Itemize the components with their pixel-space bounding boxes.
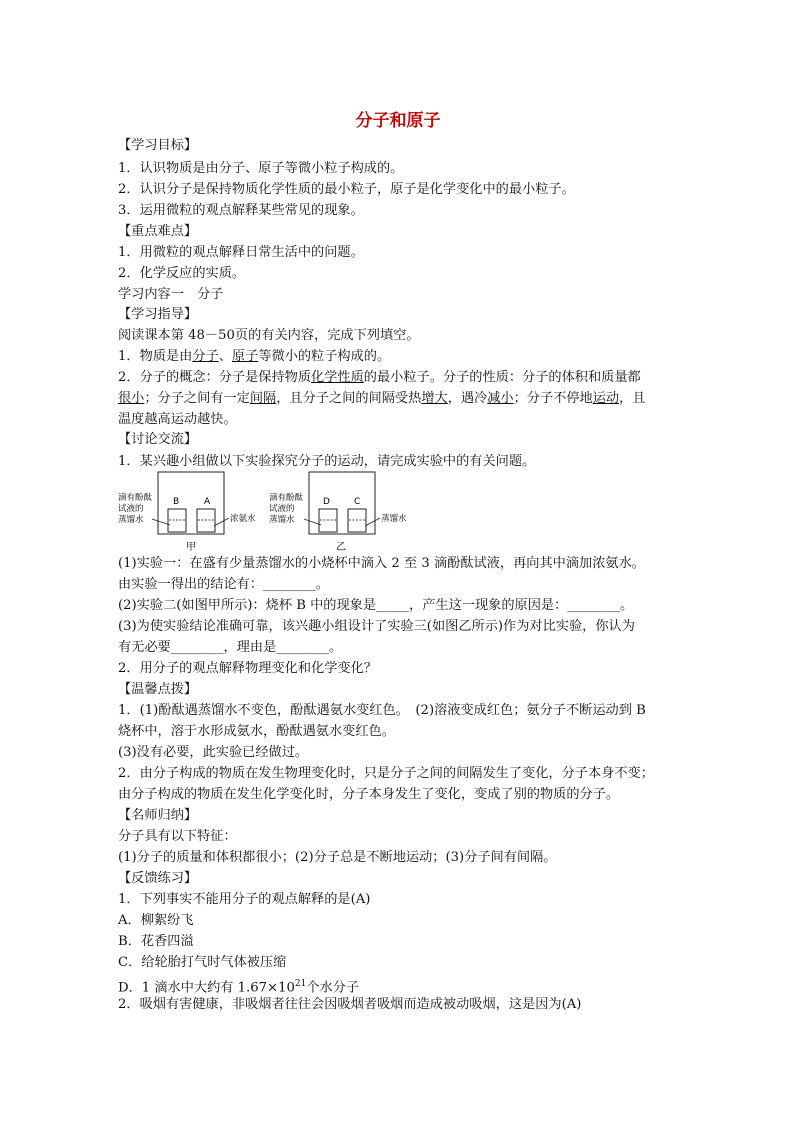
guide-intro: 阅读课本第 48－50页的有关内容，完成下列填空。 bbox=[118, 328, 420, 343]
tip-1: 1．(1)酚酞遇蒸馏水不变色，酚酞遇氨水变红色。 (2)溶液变成红色；氨分子不断运动到 B bbox=[118, 703, 646, 718]
answer-blank: 分子 bbox=[192, 349, 219, 364]
answer-blank: 很小 bbox=[118, 391, 145, 406]
goal-item-3: 3．运用微粒的观点解释某些常见的现象。 bbox=[118, 203, 364, 218]
beaker-c-label: C bbox=[354, 497, 361, 507]
section-heading-key: 【重点难点】 bbox=[118, 224, 198, 239]
section-heading-goals: 【学习目标】 bbox=[118, 138, 198, 153]
guide-item-2-end: 温度越高运动越快。 bbox=[118, 412, 237, 427]
discuss-item-1: 1．某兴趣小组做以下实验探究分子的运动，请完成实验中的有关问题。 bbox=[118, 454, 536, 469]
answer-blank: 化学性质 bbox=[311, 370, 364, 385]
experiment-diagram bbox=[118, 468, 538, 554]
tip-1-end: (3)没有必要，此实验已经做过。 bbox=[118, 745, 309, 760]
left-reagent-label-1: 滴有酚酞 bbox=[118, 493, 153, 503]
section-heading-practice: 【反馈练习】 bbox=[118, 871, 198, 886]
practice-question-1: 1．下列事实不能用分子的观点解释的是(A) bbox=[118, 892, 371, 907]
beaker-b-label: B bbox=[173, 497, 180, 507]
section-heading-guide: 【学习指导】 bbox=[118, 307, 198, 322]
guide-item-1: 1．物质是由分子、原子等微小的粒子构成的。 bbox=[118, 349, 391, 364]
summary-points: (1)分子的质量和体积都很小；(2)分子总是不断地运动；(3)分子间有间隔。 bbox=[118, 850, 557, 865]
right-reagent-label-b: 蒸馏水 bbox=[381, 514, 407, 524]
option-c: C．给轮胎打气时气体被压缩 bbox=[118, 955, 287, 970]
experiment-figure bbox=[118, 468, 538, 554]
practice-question-2: 2．吸烟有害健康，非吸烟者往往会因吸烟者吸烟而造成被动吸烟，这是因为(A) bbox=[118, 997, 582, 1012]
beaker-d-label: D bbox=[323, 497, 330, 507]
content-heading: 学习内容一 分子 bbox=[118, 287, 224, 302]
question-3: (3)为使实验结论准确可靠，该兴趣小组设计了实验三(如图乙所示)作为对比实验，你认为 bbox=[118, 619, 635, 634]
question-3-cont: 有无必要________，理由是________。 bbox=[118, 640, 343, 655]
left-reagent-label2-2: 试液的 bbox=[269, 504, 295, 514]
guide-item-2-cont: 很小；分子之间有一定间隔，且分子之间的间隔受热增大，遇冷减小；分子不停地运动，且 bbox=[118, 391, 646, 406]
left-reagent-label-2: 试液的 bbox=[118, 504, 144, 514]
key-item-2: 2．化学反应的实质。 bbox=[118, 266, 246, 281]
answer-blank: 运动 bbox=[592, 391, 620, 406]
question-1: (1)实验一：在盛有少量蒸馏水的小烧杯中滴入 2 至 3 滴酚酞试液，再向其中滴加浓氨水。 bbox=[118, 556, 645, 571]
guide-item-2: 2．分子的概念：分子是保持物质化学性质的最小粒子。分子的性质：分子的体积和质量都 bbox=[118, 370, 641, 385]
option-b: B．花香四溢 bbox=[118, 934, 194, 949]
section-heading-summary: 【名师归纳】 bbox=[118, 808, 198, 823]
right-reagent-label-a: 浓氨水 bbox=[230, 514, 256, 524]
tip-2: 2．由分子构成的物质在发生物理变化时，只是分子之间的间隔发生了变化，分子本身不变； bbox=[118, 766, 654, 781]
summary-intro: 分子具有以下特征： bbox=[118, 829, 237, 844]
goal-item-1: 1．认识物质是由分子、原子等微小粒子构成的。 bbox=[118, 161, 404, 176]
option-d: D．1 滴水中大约有 $1.67\times 10^{21}$个水分子 bbox=[118, 979, 360, 996]
section-heading-discuss: 【讨论交流】 bbox=[118, 432, 198, 447]
left-reagent-label2-1: 滴有酚酞 bbox=[269, 493, 304, 503]
key-item-1: 1．用微粒的观点解释日常生活中的问题。 bbox=[118, 245, 364, 260]
section-heading-tips: 【温馨点拨】 bbox=[118, 682, 198, 697]
answer-blank: 减小 bbox=[487, 391, 514, 406]
answer-blank: 原子 bbox=[231, 349, 259, 364]
option-a: A．柳絮纷飞 bbox=[118, 913, 194, 928]
tip-1-cont: 烧杯中，溶于水形成氨水，酚酞遇氨水变红色。 bbox=[118, 724, 395, 739]
left-reagent-label-3: 蒸馏水 bbox=[118, 515, 144, 525]
question-1-cont: 由实验一得出的结论有：________。 bbox=[118, 577, 329, 592]
beaker-a-label: A bbox=[204, 497, 211, 507]
question-2: (2)实验二(如图甲所示)：烧杯 B 中的现象是_____，产生这一现象的原因是：________。 bbox=[118, 598, 634, 613]
goal-item-2: 2．认识分子是保持物质化学性质的最小粒子，原子是化学变化中的最小粒子。 bbox=[118, 182, 575, 197]
answer-blank: 增大 bbox=[421, 391, 448, 406]
figure-caption-yi: 乙 bbox=[336, 542, 346, 553]
tip-2-cont: 由分子构成的物质在发生化学变化时，分子本身发生了变化，变成了别的物质的分子。 bbox=[118, 787, 620, 802]
page-title: 分子和原子 bbox=[355, 111, 441, 131]
discuss-item-2: 2．用分子的观点解释物理变化和化学变化？ bbox=[118, 661, 377, 676]
figure-caption-jia: 甲 bbox=[186, 542, 196, 553]
answer-blank: 间隔 bbox=[249, 391, 277, 406]
left-reagent-label2-3: 蒸馏水 bbox=[269, 515, 295, 525]
